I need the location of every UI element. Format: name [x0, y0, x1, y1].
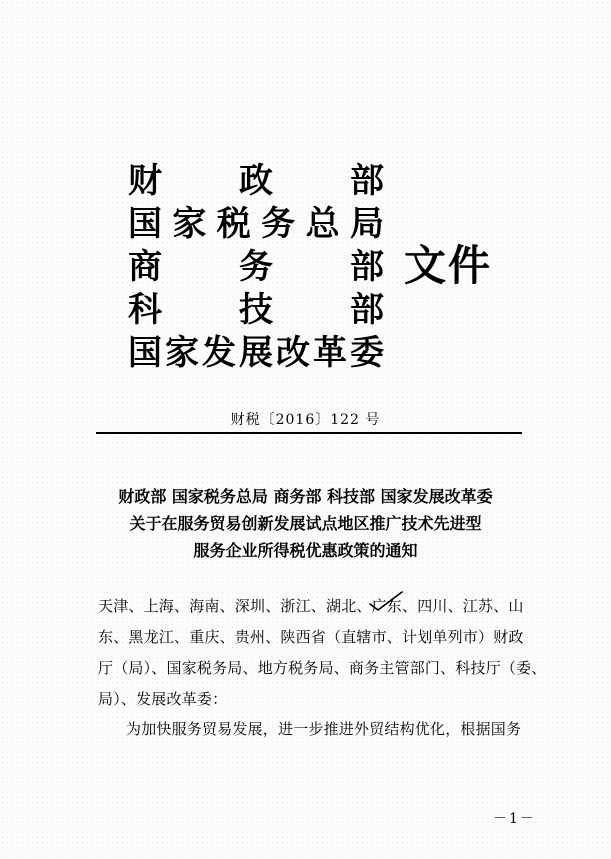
document-title-line-2: 关于在服务贸易创新发展试点地区推广技术先进型 — [129, 514, 482, 533]
issuer-state-taxation — [128, 203, 384, 246]
issuer-char: 务 — [261, 204, 296, 244]
document-label: 文件 — [404, 241, 493, 290]
document-number: 财税〔2016〕122 号 — [230, 412, 381, 428]
page-number: －1－ — [493, 811, 536, 827]
body-text-line: 天津、上海、海南、深圳、浙江、湖北、广东、四川、江苏、山 — [98, 597, 524, 615]
issuer-char: 家 — [172, 204, 207, 244]
document-title-line-1: 财政部 国家税务总局 商务部 科技部 国家发展改革委 — [118, 487, 493, 506]
issuer-char: 国 — [128, 333, 162, 373]
body-text-line: 厅（局）、国家税务局、地方税务局、商务主管部门、科技厅（委、 — [98, 659, 547, 677]
issuer-char: 部 — [350, 161, 384, 201]
issuer-char: 局 — [349, 204, 384, 244]
issuer-char: 发 — [202, 333, 236, 373]
header-rule — [96, 432, 522, 434]
document-title-line-3: 服务企业所得税优惠政策的通知 — [193, 541, 418, 560]
handwritten-check-mark — [366, 590, 406, 614]
body-text-line: 东、黑龙江、重庆、贵州、陕西省（直辖市、计划单列市）财政 — [98, 628, 524, 646]
issuer-char: 革 — [313, 333, 347, 373]
issuer-char: 科 — [128, 290, 162, 330]
issuer-ministry-of-finance — [128, 160, 384, 203]
issuer-char: 改 — [276, 333, 310, 373]
issuer-ministry-of-science — [128, 289, 384, 332]
issuer-char: 家 — [165, 333, 199, 373]
issuer-char: 国 — [128, 204, 162, 244]
issuer-char: 总 — [305, 204, 340, 244]
issuer-char: 商 — [128, 247, 162, 287]
issuer-char: 部 — [350, 247, 384, 287]
body-text-line: 为加快服务贸易发展，进一步推进外贸结构优化，根据国务 — [126, 720, 522, 738]
body-text-line: 局）、发展改革委： — [98, 690, 228, 708]
issuer-char: 政 — [239, 161, 273, 201]
issuer-char: 技 — [239, 290, 273, 330]
issuer-ministry-of-commerce — [128, 246, 384, 289]
issuer-char: 税 — [216, 204, 251, 244]
issuer-char: 展 — [239, 333, 273, 373]
issuer-char: 部 — [350, 290, 384, 330]
issuer-ndrc — [128, 332, 384, 375]
issuer-char: 财 — [128, 161, 162, 201]
issuer-char: 务 — [239, 247, 273, 287]
issuer-char: 委 — [350, 333, 384, 373]
issuer-block — [128, 160, 384, 375]
